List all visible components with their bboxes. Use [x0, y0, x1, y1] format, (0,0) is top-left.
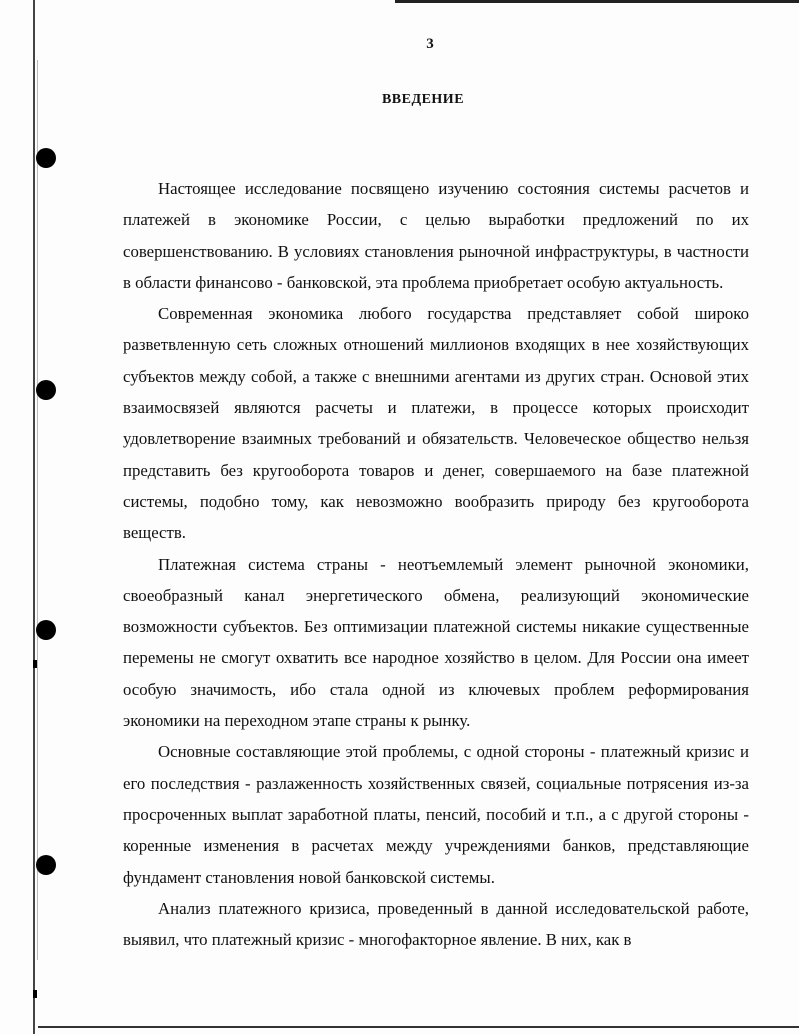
bottom-edge-rule: [38, 1026, 799, 1028]
left-page-edge: [33, 0, 35, 1034]
binder-hole-icon: [36, 855, 56, 875]
margin-mark: [33, 660, 37, 668]
page-number: 3: [426, 36, 434, 52]
page-title: ВВЕДЕНИЕ: [381, 92, 465, 107]
margin-mark: [33, 990, 37, 998]
paragraph: Анализ платежного кризиса, проведенный в данной исследовательской работе, выявил, что платежный кризис - многофакторное явление. В них, как в: [123, 898, 749, 950]
binder-hole-icon: [36, 620, 56, 640]
body-text: [123, 173, 749, 955]
binder-hole-icon: [36, 380, 56, 400]
paragraph: Основные составляющие этой проблемы, с одной стороны - платежный кризис и его последствия - разлаженность хозяйственных связей, социальные потрясения из-за просроченных выплат заработной платы, пенсий, пособий и т.п., а с другой стороны - коренные изменения в расчетах между учреждениями банков, представляющие фундамент становления новой банковской системы.: [123, 742, 749, 887]
paragraph: Платежная система страны - неотъемлемый элемент рыночной экономики, своеобразный канал энергетического обмена, реализующий экономические возможности субъектов. Без оптимизации платежной системы никакие существенные перемены не смогут охватить все народное хозяйство в целом. Для России она имеет особую значимость, ибо стала одной из ключевых проблем реформирования экономики на переходном этапе страны к рынку.: [123, 554, 749, 731]
binder-hole-icon: [36, 148, 56, 168]
left-page-edge-shadow: [37, 60, 38, 960]
paragraph: Настоящее исследование посвящено изучению состояния системы расчетов и платежей в экономике России, с целью выработки предложений по их совершенствованию. В условиях становления рыночной инфраструктуры, в частности в области финансово - банковской, эта проблема приобретает особую актуальность.: [123, 179, 749, 292]
paragraph: Современная экономика любого государства представляет собой широко разветвленную сеть сложных отношений миллионов входящих в нее хозяйствующих субъектов между собой, а также с внешними агентами из других стран. Основой этих взаимосвязей являются расчеты и платежи, в процессе которых происходит удовлетворение взаимных требований и обязательств. Человеческое общество нельзя представить без кругооборота товаров и денег, совершаемого на базе платежной системы, подобно тому, как невозможно вообразить природу без кругооборота веществ.: [123, 304, 749, 543]
top-edge-rule: [395, 0, 799, 3]
